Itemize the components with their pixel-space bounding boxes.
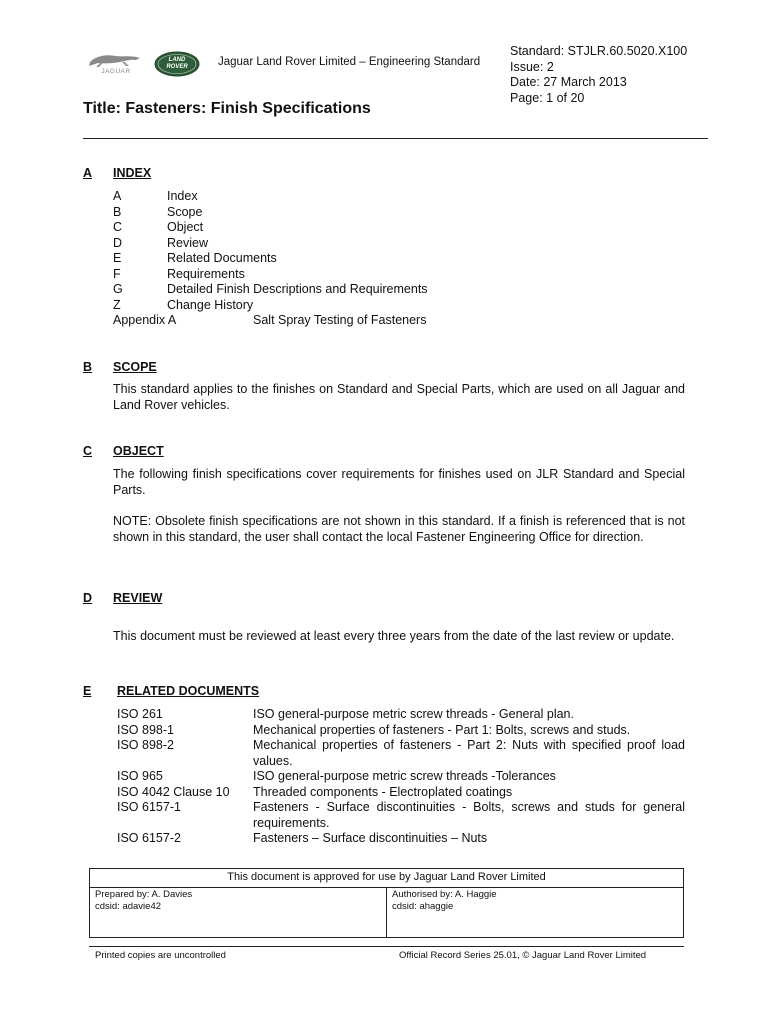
section-d-letter: D — [83, 591, 93, 605]
prepared-cdsid: cdsid: adavie42 — [95, 901, 162, 912]
index-key: D — [113, 235, 123, 250]
index-row — [113, 282, 428, 298]
document-metadata — [510, 44, 710, 106]
section-c-heading: OBJECT — [113, 444, 164, 458]
doc-code: ISO 898-2 — [117, 738, 174, 752]
company-line: Jaguar Land Rover Limited – Engineering Standard — [218, 56, 481, 68]
index-label: Salt Spray Testing of Fasteners — [253, 313, 427, 327]
section-d-heading: REVIEW — [113, 591, 163, 605]
section-a-letter: A — [83, 166, 93, 180]
page-title: Title: Fasteners: Finish Specifications — [83, 100, 371, 117]
authorised-by-cell — [392, 889, 497, 913]
issue-number: Issue: 2 — [510, 59, 554, 74]
doc-description: ISO general-purpose metric screw threads - General plan. — [253, 707, 574, 721]
index-row — [113, 313, 427, 329]
index-label: Detailed Finish Descriptions and Requirements — [167, 282, 428, 296]
index-row — [113, 266, 245, 283]
approval-divider — [386, 887, 387, 937]
related-doc-row — [117, 707, 685, 722]
header-rule — [83, 138, 708, 139]
doc-description: Mechanical properties of fasteners - Part 1: Bolts, screws and studs. — [253, 722, 631, 737]
index-label: Review — [167, 235, 208, 250]
doc-description: ISO general-purpose metric screw threads -Tolerances — [253, 769, 556, 783]
index-label: Change History — [167, 297, 254, 312]
authorised-cdsid: cdsid: ahaggie — [392, 901, 454, 912]
index-key: F — [113, 266, 121, 281]
section-b-letter: B — [83, 360, 93, 374]
approval-box — [89, 868, 684, 938]
index-label: Object — [167, 220, 204, 234]
related-doc-row — [117, 738, 685, 769]
doc-description: Mechanical properties of fasteners - Part 2: Nuts with specified proof load values. — [253, 738, 685, 768]
object-note: NOTE: Obsolete finish specifications are not shown in this standard. If a finish is referenced that is not shown in this standard, the user shall contact the local Fastener Engineering Office for direction. — [113, 514, 685, 544]
review-text: This document must be reviewed at least every three years from the date of the last review or update. — [113, 629, 675, 643]
section-c-letter: C — [83, 444, 93, 458]
index-row — [113, 189, 198, 205]
section-e-letter: E — [83, 684, 92, 698]
object-text: The following finish specifications cover requirements for finishes used on JLR Standard and Special Parts. — [113, 467, 685, 497]
standard-number: Standard: STJLR.60.5020.X100 — [510, 44, 688, 58]
related-doc-row — [117, 769, 685, 784]
index-row — [113, 204, 203, 221]
index-key: Z — [113, 297, 121, 312]
index-key: E — [113, 251, 122, 265]
section-e-heading-part2: DOCUMENTS — [178, 684, 260, 698]
doc-description: Threaded components - Electroplated coatings — [253, 784, 513, 799]
section-e-heading — [117, 684, 259, 698]
index-key: Appendix A — [113, 313, 177, 327]
doc-code: ISO 898-1 — [117, 722, 174, 737]
related-doc-row — [117, 831, 685, 846]
doc-code: ISO 965 — [117, 769, 163, 783]
landrover-logo-text-2: ROVER — [166, 64, 188, 70]
scope-text: This standard applies to the finishes on Standard and Special Parts, which are used on all Jaguar and Land Rover vehicles. — [113, 382, 685, 412]
prepared-by: Prepared by: A. Davies — [95, 889, 193, 900]
footer-rule — [89, 946, 684, 947]
doc-code: ISO 4042 Clause 10 — [117, 784, 230, 799]
footer-left: Printed copies are uncontrolled — [95, 950, 226, 961]
doc-description: Fasteners - Surface discontinuities - Bolts, screws and studs for general requirements. — [253, 800, 685, 830]
prepared-by-cell — [95, 889, 192, 913]
approval-heading: This document is approved for use by Jaguar Land Rover Limited — [90, 869, 683, 888]
index-row — [113, 251, 277, 267]
doc-code: ISO 6157-2 — [117, 831, 181, 845]
section-a-heading: INDEX — [113, 166, 152, 180]
doc-description: Fasteners – Surface discontinuities – Nuts — [253, 831, 488, 845]
footer-right: Official Record Series 25.01, © Jaguar Land Rover Limited — [399, 950, 647, 961]
index-key: G — [113, 282, 123, 296]
index-label: Index — [167, 189, 198, 203]
page-number: Page: 1 of 20 — [510, 90, 585, 105]
landrover-logo — [154, 51, 200, 77]
index-label: Related Documents — [167, 251, 277, 265]
issue-date: Date: 27 March 2013 — [510, 75, 627, 89]
doc-code: ISO 261 — [117, 707, 163, 721]
related-doc-row — [117, 785, 685, 800]
doc-code: ISO 6157-1 — [117, 800, 181, 814]
index-key: B — [113, 204, 122, 219]
index-key: C — [113, 220, 123, 234]
index-row — [113, 220, 204, 236]
index-row — [113, 235, 208, 252]
index-label: Requirements — [167, 266, 245, 281]
index-label: Scope — [167, 204, 203, 219]
index-key: A — [113, 189, 122, 203]
landrover-logo-text-1: LAND — [168, 57, 186, 63]
index-row — [113, 297, 254, 314]
section-b-heading: SCOPE — [113, 360, 157, 374]
related-doc-row — [117, 800, 685, 831]
jaguar-logo-text: JAGUAR — [101, 68, 131, 75]
related-doc-row — [117, 723, 685, 738]
section-e-heading-part1: RELATED — [117, 684, 176, 698]
jaguar-logo — [86, 50, 144, 78]
authorised-by: Authorised by: A. Haggie — [392, 889, 497, 900]
